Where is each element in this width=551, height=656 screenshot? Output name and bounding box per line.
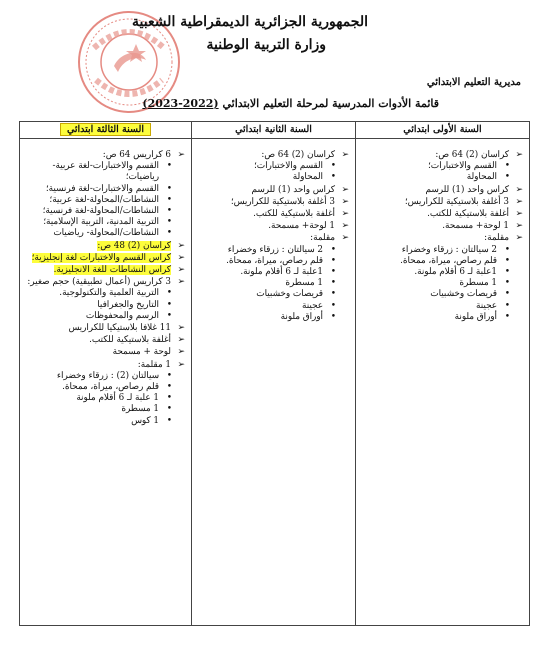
list-item — [360, 221, 523, 232]
list-item — [24, 323, 185, 334]
column-heading: السنة الأولى ابتدائي — [356, 122, 529, 139]
list-item-text: كراس واحد (1) للرسم — [425, 184, 509, 195]
list-item-text: أغلفة بلاستيكية للكتب. — [89, 335, 171, 346]
list-item — [24, 241, 185, 252]
sub-list-item — [24, 228, 185, 239]
list-item-text: النشاطات/المحاولة-لغة عربية؛ — [49, 194, 159, 205]
sub-list-item — [24, 404, 185, 415]
column-heading-wrap — [20, 122, 191, 139]
list-item — [196, 221, 349, 232]
list-item-text: القسم والاختبارات؛ — [254, 161, 323, 172]
list-item-text: التربية المدنية، التربية الإسلامية؛ — [43, 217, 159, 228]
list-item-text: 1 مقلمة: — [137, 359, 171, 370]
list-item-text: كراس القسم والاختبارات لغة إنجليزية؛ — [31, 252, 171, 263]
list-item-text: كراس النشاطات للغة الانجليزية. — [53, 265, 171, 276]
sub-list-item — [24, 288, 185, 299]
sub-list-item — [196, 312, 349, 323]
list-item-text: مقلمة: — [484, 233, 509, 244]
supplies-list — [192, 139, 355, 323]
list-item-text: المحاولة — [292, 172, 323, 183]
list-item-text: 1 لوحة+ مسمحة. — [268, 221, 335, 232]
sub-list-item — [360, 312, 523, 323]
list-item — [360, 150, 523, 161]
list-item-text: القسم والاختبارات-لغة فرنسية؛ — [45, 183, 159, 194]
list-item-text: 1 مسطرة — [121, 404, 159, 415]
list-item-text: الرسم والمحفوظات — [85, 310, 159, 321]
sub-list-item — [24, 161, 185, 183]
republic-heading: الجمهورية الجزائرية الديمقراطية الشعبية — [131, 14, 368, 30]
list-item-text: لوحة + مسمحة — [112, 347, 171, 358]
supplies-list — [20, 139, 191, 427]
school-year: (2022-2023) — [142, 97, 219, 110]
sub-list-item — [24, 371, 185, 382]
sub-list-item — [24, 195, 185, 206]
sub-list-item — [196, 161, 349, 172]
list-item — [24, 360, 185, 371]
list-item-text: 1 لوحة+ مسمحة. — [442, 221, 509, 232]
list-item — [24, 150, 185, 161]
column-year-3 — [20, 122, 192, 625]
list-item — [196, 209, 349, 220]
column-heading: السنة الثانية ابتدائي — [192, 122, 355, 139]
list-item-text: 6 كراريس 64 ص: — [102, 150, 171, 160]
list-item-text: سيالتان (2) : زرقاء وخضراء — [56, 370, 159, 381]
list-item-text: أوراق ملونة — [280, 311, 323, 322]
sub-list-item — [360, 301, 523, 312]
sub-list-item — [360, 267, 523, 278]
supplies-list — [356, 139, 529, 323]
list-item-text: 1علبة لـ 6 أقلام ملونة. — [240, 267, 323, 278]
sub-list-item — [24, 382, 185, 393]
sub-list-item — [196, 289, 349, 300]
list-item-text: التربية العلمية والتكنولوجية. — [59, 288, 159, 299]
list-item-text: 1 كوس — [131, 415, 159, 426]
list-item-text: كراس واحد (1) للرسم — [251, 184, 335, 195]
list-item-text: أغلفة بلاستيكية للكتب. — [427, 209, 509, 220]
list-item-text: كراسان (2) 48 ص: — [97, 240, 171, 251]
list-item — [360, 233, 523, 244]
list-item-text: 1علبة لـ 6 أقلام ملونة. — [414, 267, 497, 278]
sub-list-item — [24, 311, 185, 322]
sub-list-item — [360, 172, 523, 183]
list-item — [196, 185, 349, 196]
list-item-text: قريصات وخشبيات — [430, 289, 497, 300]
sub-list-item — [24, 184, 185, 195]
list-item — [196, 150, 349, 161]
list-item — [196, 233, 349, 244]
list-item-text: 11 غلافا بلاستيكيا للكراريس — [68, 323, 171, 334]
list-item-text: 1 مسطرة — [285, 278, 323, 289]
list-item — [360, 209, 523, 220]
list-item-text: القسم والاختبارات-لغة عربية-رياضيات؛ — [52, 161, 159, 183]
sub-list-item — [24, 217, 185, 228]
list-item — [24, 265, 185, 276]
list-item-text: عجينة — [302, 300, 323, 311]
column-heading: السنة الثالثة ابتدائي — [60, 123, 151, 136]
list-item-text: عجينة — [476, 300, 497, 311]
list-item-text: النشاطات/المحاولة- رياضيات — [53, 228, 159, 239]
list-item-text: قلم رصاص، ميراة، ممحاة. — [62, 382, 159, 393]
list-item-text: 1 مسطرة — [459, 278, 497, 289]
list-item — [196, 197, 349, 208]
title-text: قائمة الأدوات المدرسية لمرحلة التعليم الابتدائي — [222, 97, 439, 110]
list-item-text: كراسان (2) 64 ص: — [261, 150, 335, 160]
sub-list-item — [24, 416, 185, 427]
sub-list-item — [196, 267, 349, 278]
sub-list-item — [360, 256, 523, 267]
document-title — [142, 97, 439, 110]
list-item-text: المحاولة — [466, 172, 497, 183]
list-item-text: مقلمة: — [310, 233, 335, 244]
directorate-label: مديرية التعليم الابتدائي — [426, 77, 521, 88]
list-item-text: أوراق ملونة — [454, 311, 497, 322]
list-item-text: كراسان (2) 64 ص: — [435, 150, 509, 160]
sub-list-item — [24, 206, 185, 217]
sub-list-item — [196, 172, 349, 183]
sub-list-item — [24, 300, 185, 311]
sub-list-item — [196, 256, 349, 267]
column-year-2 — [192, 122, 356, 625]
list-item-text: أغلفة بلاستيكية للكتب. — [253, 209, 335, 220]
sub-list-item — [196, 278, 349, 289]
list-item-text: 3 أغلفة بلاستيكية للكراريس؛ — [230, 196, 335, 207]
list-item — [24, 347, 185, 358]
ministry-heading: وزارة التربية الوطنية — [206, 37, 326, 53]
sub-list-item — [360, 245, 523, 256]
sub-list-item — [196, 301, 349, 312]
list-item-text: القسم والاختبارات؛ — [428, 161, 497, 172]
column-year-1 — [356, 122, 529, 625]
supplies-table — [19, 121, 530, 626]
list-item-text: التاريخ والجغرافيا — [97, 299, 159, 310]
sub-list-item — [360, 161, 523, 172]
list-item-text: النشاطات/المحاولة-لغة فرنسية؛ — [42, 206, 159, 217]
list-item-text: 2 سيالتان : زرقاء وخضراء — [401, 244, 497, 255]
list-item — [24, 253, 185, 264]
list-item-text: قريصات وخشبيات — [256, 289, 323, 300]
list-item-text: قلم رصاص، ميراة، ممحاة. — [226, 255, 323, 266]
list-item-text: 2 سيالتان : زرقاء وخضراء — [227, 244, 323, 255]
list-item — [24, 335, 185, 346]
list-item — [360, 185, 523, 196]
sub-list-item — [24, 393, 185, 404]
sub-list-item — [360, 289, 523, 300]
sub-list-item — [360, 278, 523, 289]
list-item-text: 3 أغلفة بلاستيكية للكراريس؛ — [404, 196, 509, 207]
list-item — [360, 197, 523, 208]
list-item-text: قلم رصاص، ميراة، ممحاة. — [400, 255, 497, 266]
list-item-text: 1 علبة لـ 6 أقلام ملونة — [76, 393, 159, 404]
sub-list-item — [196, 245, 349, 256]
list-item-text: 3 كراريس (أعمال تطبيقية) حجم صغير: — [27, 277, 171, 288]
list-item — [24, 277, 185, 288]
